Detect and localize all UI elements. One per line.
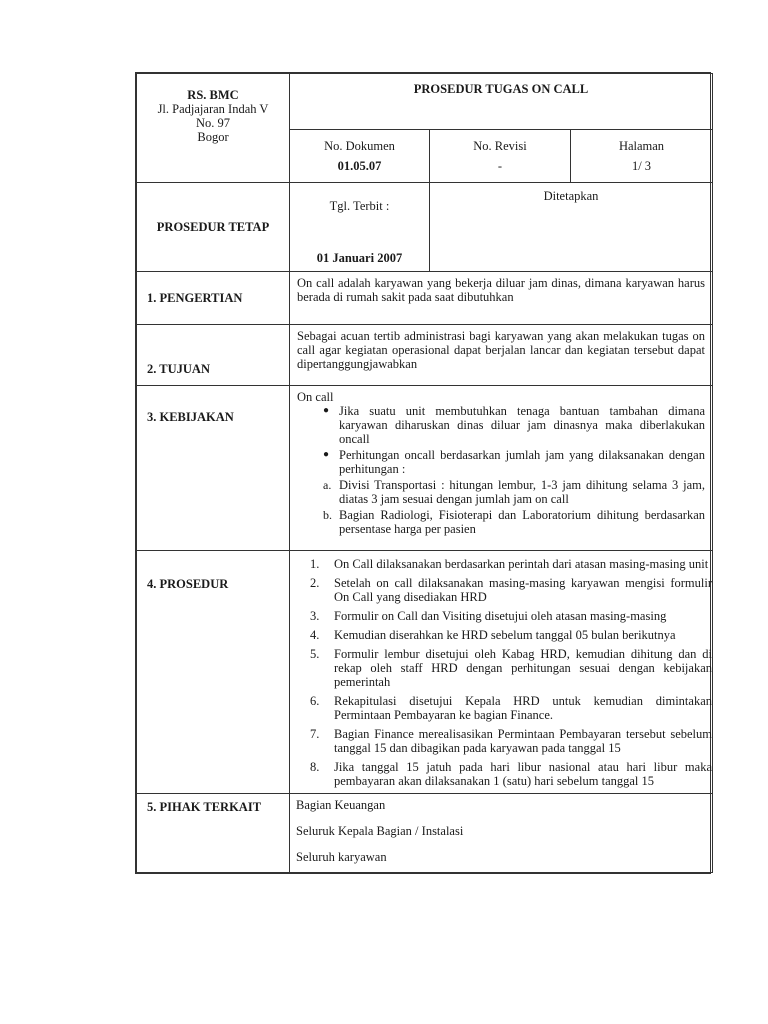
list-item: 5. Formulir lembur disetujui oleh Kabag HRD, kemudian dihitung dan di rekap oleh staff HRD dengan perhitungan sesuai dengan kebijakan pemerintah [310,647,712,689]
org-address-line-2: No. 97 [195,116,231,130]
no-dokumen-value: 01.05.07 [337,158,382,173]
org-block [137,74,290,183]
bullet-icon: ● [323,449,330,460]
prosedur-label: 4. PROSEDUR [137,551,290,794]
tgl-terbit-cell [290,183,430,272]
pihak-terkait-item: Bagian Keuangan [296,798,386,812]
kebijakan-bullet-list [297,404,705,536]
document-title: PROSEDUR TUGAS ON CALL [290,74,713,130]
sop-table [136,73,713,873]
list-item: 6. Rekapitulasi disetujui Kepala HRD untuk kemudian dimintakan Permintaan Pembayaran ke bagian Finance. [310,694,712,722]
pihak-terkait-item: Seluruh karyawan [296,850,387,864]
list-item: ● Jika suatu unit membutuhkan tenaga bantuan tambahan dimana karyawan diharuskan dinas diluar jam dinasnya maka diberlakukan oncall [323,404,705,446]
bullet-icon: ● [323,405,330,416]
no-dokumen-cell [290,129,430,183]
list-item: 7. Bagian Finance merealisasikan Permintaan Pembayaran tersebut sebelum tanggal 15 dan dibagikan pada karyawan pada tanggal 15 [310,727,712,755]
prosedur-tetap-label: PROSEDUR TETAP [137,183,290,272]
prosedur-content [290,551,713,794]
org-name: RS. BMC [187,88,239,102]
list-item: 4. Kemudian diserahkan ke HRD sebelum tanggal 05 bulan berikutnya [310,628,676,642]
halaman-label: Halaman [618,138,665,153]
halaman-cell [571,129,713,183]
prosedur-step-list [290,557,712,788]
halaman-value: 1/ 3 [631,158,652,173]
tujuan-text: Sebagai acuan tertib administrasi bagi karyawan yang akan melakukan tugas on call agar kegiatan operasional dapat berjalan lancar dan kegiatan tersebut dapat dipertanggungjawabkan [290,325,713,386]
tgl-terbit-label: Tgl. Terbit : [329,199,390,213]
list-item: 8. Jika tanggal 15 jatuh pada hari libur nasional atau hari libur maka pembayaran akan dilaksanakan 1 (satu) hari sebelum tanggal 15 [310,760,712,788]
pihak-terkait-item: Seluruk Kepala Bagian / Instalasi [296,824,464,838]
list-item: a. Divisi Transportasi : hitungan lembur, 1-3 jam dihitung selama 3 jam, diatas 3 jam sesuai dengan jumlah jam on call [323,478,705,506]
list-item: 1. On Call dilaksanakan berdasarkan perintah dari atasan masing-masing unit [310,557,709,571]
org-address-line-1: Jl. Padjajaran Indah V [157,102,269,116]
pihak-terkait-label: 5. PIHAK TERKAIT [137,794,290,873]
org-address-line-3: Bogor [197,130,229,144]
no-revisi-label: No. Revisi [473,138,527,153]
no-revisi-value: - [497,158,503,173]
list-item: 2. Setelah on call dilaksanakan masing-masing karyawan mengisi formulir On Call yang disediakan HRD [310,576,712,604]
no-dokumen-label: No. Dokumen [324,138,395,153]
tgl-terbit-value: 01 Januari 2007 [316,251,403,265]
list-item: ● Perhitungan oncall berdasarkan jumlah jam yang dilaksanakan dengan perhitungan : [323,448,705,476]
list-item: 3. Formulir on Call dan Visiting disetujui oleh atasan masing-masing [310,609,667,623]
no-revisi-cell [430,129,571,183]
kebijakan-intro: On call [297,390,334,404]
pengertian-label: 1. PENGERTIAN [137,272,290,325]
sop-document [135,72,711,874]
list-item: b. Bagian Radiologi, Fisioterapi dan Laboratorium dihitung berdasarkan persentase harga per pasien [323,508,705,536]
pihak-terkait-content [290,794,713,873]
ditetapkan-label: Ditetapkan [430,183,713,272]
kebijakan-label: 3. KEBIJAKAN [137,386,290,551]
pengertian-text: On call adalah karyawan yang bekerja diluar jam dinas, dimana karyawan harus berada di rumah sakit pada saat dibutuhkan [290,272,713,325]
kebijakan-content [290,386,713,551]
tujuan-label: 2. TUJUAN [137,325,290,386]
